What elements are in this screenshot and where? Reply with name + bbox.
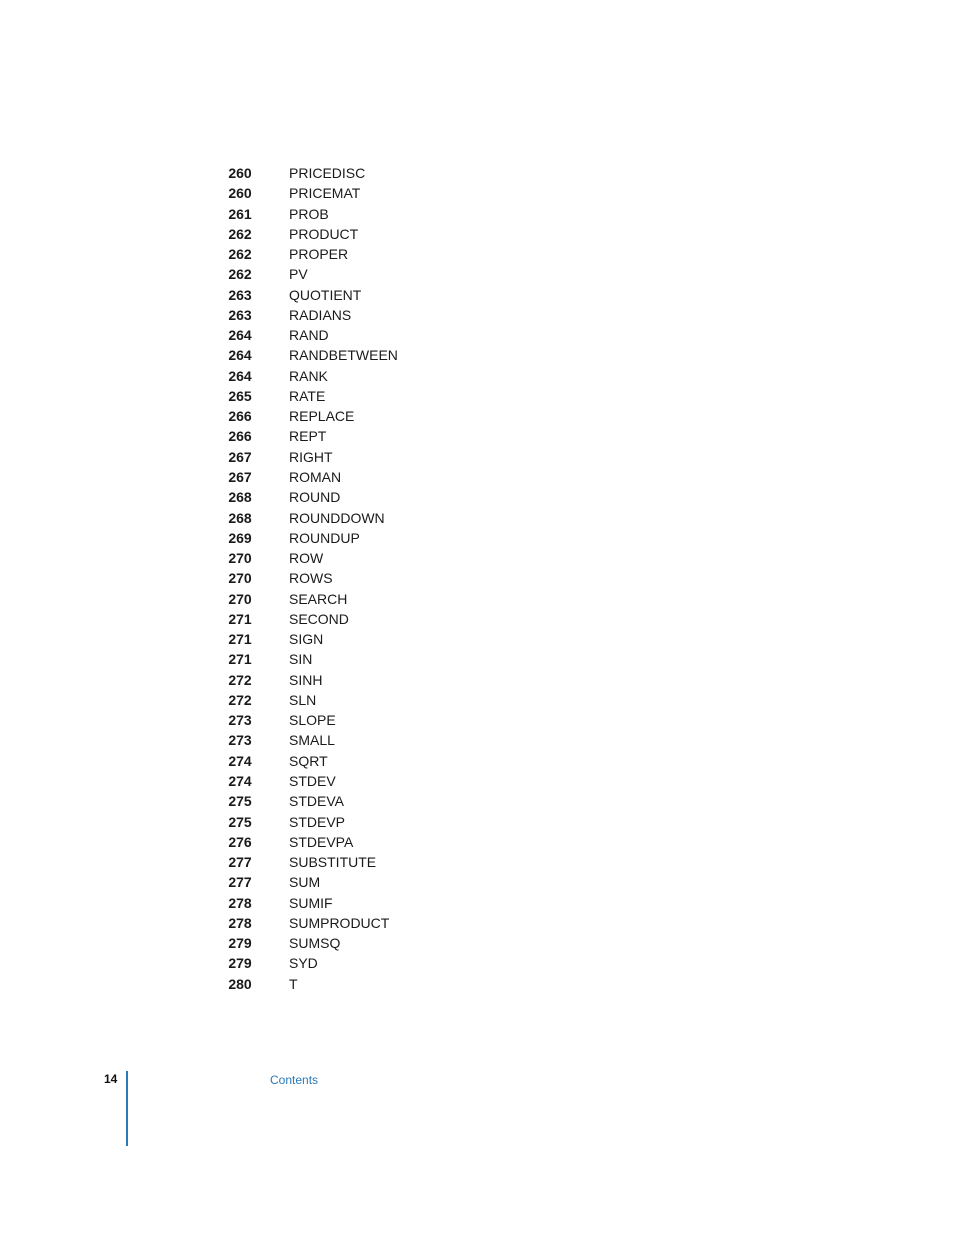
toc-entry-page-number: 267 xyxy=(228,468,252,485)
toc-entry-page-number: 275 xyxy=(228,813,252,830)
toc-entry-title: STDEVP xyxy=(289,813,346,830)
toc-entry[interactable] xyxy=(222,832,482,852)
toc-entry-page-number: 277 xyxy=(228,854,252,871)
toc-entry-title: SUBSTITUTE xyxy=(289,854,377,871)
toc-entry-title: ROUNDDOWN xyxy=(289,509,385,526)
toc-entry-page-number: 278 xyxy=(228,914,252,931)
toc-entry-page-number: 261 xyxy=(228,205,252,222)
toc-entry[interactable] xyxy=(222,690,482,710)
toc-entry-page-number: 263 xyxy=(228,286,252,303)
toc-entry[interactable] xyxy=(222,548,482,568)
toc-entry[interactable] xyxy=(222,791,482,811)
toc-entry-title: SUMSQ xyxy=(289,935,341,952)
toc-entry-title: RAND xyxy=(289,327,329,344)
toc-entry[interactable] xyxy=(222,406,482,426)
toc-entry-title: RIGHT xyxy=(289,448,333,465)
toc-entry-title: RADIANS xyxy=(289,306,352,323)
toc-entry-page-number: 262 xyxy=(228,225,252,242)
toc-entry-page-number: 266 xyxy=(228,428,252,445)
toc-entry-page-number: 265 xyxy=(228,387,252,404)
toc-entry[interactable] xyxy=(222,305,482,325)
toc-entry[interactable] xyxy=(222,366,482,386)
toc-entry-title: ROUND xyxy=(289,489,341,506)
toc-entry-title: STDEVPA xyxy=(289,833,354,850)
toc-entry-title: ROMAN xyxy=(289,468,342,485)
toc-entry-title: STDEV xyxy=(289,772,336,789)
toc-entry[interactable] xyxy=(222,244,482,264)
toc-entry[interactable] xyxy=(222,852,482,872)
toc-entry-title: SEARCH xyxy=(289,590,348,607)
toc-entry[interactable] xyxy=(222,589,482,609)
toc-entry-title: PRICEDISC xyxy=(289,165,366,181)
toc-entry[interactable] xyxy=(222,812,482,832)
toc-entry-page-number: 268 xyxy=(228,489,252,506)
toc-entry-title: ROW xyxy=(289,550,324,567)
toc-entry-page-number: 267 xyxy=(228,448,252,465)
toc-entry-title: SLOPE xyxy=(289,712,336,729)
toc-entry[interactable] xyxy=(222,325,482,345)
toc-entry-page-number: 266 xyxy=(228,408,252,425)
toc-entry[interactable] xyxy=(222,508,482,528)
toc-entry[interactable] xyxy=(222,872,482,892)
toc-entry-page-number: 279 xyxy=(228,935,252,952)
toc-entry-page-number: 269 xyxy=(228,529,252,546)
toc-entry-title: SECOND xyxy=(289,610,349,627)
toc-entry[interactable] xyxy=(222,629,482,649)
toc-entry-page-number: 271 xyxy=(228,651,252,668)
toc-entry-page-number: 273 xyxy=(228,732,252,749)
toc-entry-title: RATE xyxy=(289,387,326,404)
toc-entry-page-number: 273 xyxy=(228,712,252,729)
toc-entry-title: SINH xyxy=(289,671,323,688)
toc-entry-page-number: 264 xyxy=(228,327,252,344)
toc-entry-page-number: 270 xyxy=(228,570,252,587)
toc-entry[interactable] xyxy=(222,649,482,669)
toc-entry[interactable] xyxy=(222,264,482,284)
table-of-contents-list xyxy=(222,163,482,994)
toc-entry[interactable] xyxy=(222,730,482,750)
toc-entry-title: REPT xyxy=(289,428,327,445)
toc-entry[interactable] xyxy=(222,568,482,588)
toc-entry[interactable] xyxy=(222,933,482,953)
toc-entry-title: REPLACE xyxy=(289,408,355,425)
toc-entry-title: ROUNDUP xyxy=(289,529,360,546)
toc-entry-page-number: 272 xyxy=(228,691,252,708)
toc-entry[interactable] xyxy=(222,447,482,467)
toc-entry-page-number: 262 xyxy=(228,266,252,283)
toc-entry-title: SQRT xyxy=(289,752,328,769)
toc-entry-page-number: 270 xyxy=(228,590,252,607)
toc-entry[interactable] xyxy=(222,183,482,203)
toc-entry-title: QUOTIENT xyxy=(289,286,362,303)
toc-entry-title: SUM xyxy=(289,874,321,891)
toc-entry[interactable] xyxy=(222,426,482,446)
toc-entry-title: PRODUCT xyxy=(289,225,359,242)
toc-entry-title: SIGN xyxy=(289,631,324,648)
toc-entry-title: SUMIF xyxy=(289,894,333,911)
toc-entry[interactable] xyxy=(222,204,482,224)
toc-entry[interactable] xyxy=(222,487,482,507)
toc-entry-title: SIN xyxy=(289,651,313,668)
toc-entry-title: ROWS xyxy=(289,570,333,587)
toc-entry[interactable] xyxy=(222,893,482,913)
toc-entry-page-number: 271 xyxy=(228,610,252,627)
footer-page-number: 14 xyxy=(104,1072,118,1086)
toc-entry-title: RANK xyxy=(289,367,328,384)
toc-entry-title: SUMPRODUCT xyxy=(289,914,390,931)
toc-entry[interactable] xyxy=(222,163,482,183)
toc-entry[interactable] xyxy=(222,670,482,690)
toc-entry-page-number: 264 xyxy=(228,347,252,364)
toc-entry[interactable] xyxy=(222,609,482,629)
toc-entry-title: SMALL xyxy=(289,732,335,749)
toc-entry-page-number: 277 xyxy=(228,874,252,891)
toc-entry[interactable] xyxy=(222,771,482,791)
toc-entry[interactable] xyxy=(222,386,482,406)
toc-entry-page-number: 279 xyxy=(228,955,252,972)
toc-entry-page-number: 272 xyxy=(228,671,252,688)
toc-entry-page-number: 276 xyxy=(228,833,252,850)
toc-entry-title: SLN xyxy=(289,691,317,708)
toc-entry-title: RANDBETWEEN xyxy=(289,347,398,364)
toc-entry-page-number: 274 xyxy=(228,752,252,769)
toc-entry-title: PV xyxy=(289,266,308,283)
toc-entry-title: T xyxy=(289,975,298,992)
toc-entry-page-number: 275 xyxy=(228,793,252,810)
footer-section-link[interactable]: Contents xyxy=(270,1073,319,1087)
toc-entry-page-number: 260 xyxy=(228,165,252,181)
toc-entry[interactable] xyxy=(222,285,482,305)
toc-entry-title: SYD xyxy=(289,955,318,972)
toc-entry[interactable] xyxy=(222,913,482,933)
toc-entry[interactable] xyxy=(222,467,482,487)
toc-entry-page-number: 268 xyxy=(228,509,252,526)
toc-entry-title: PRICEMAT xyxy=(289,185,361,202)
toc-entry-page-number: 270 xyxy=(228,550,252,567)
toc-entry-page-number: 264 xyxy=(228,367,252,384)
toc-entry[interactable] xyxy=(222,710,482,730)
toc-entry-page-number: 278 xyxy=(228,894,252,911)
toc-entry[interactable] xyxy=(222,345,482,365)
toc-entry-page-number: 260 xyxy=(228,185,252,202)
toc-entry[interactable] xyxy=(222,224,482,244)
toc-entry-page-number: 280 xyxy=(228,975,252,992)
toc-entry-page-number: 271 xyxy=(228,631,252,648)
footer-divider-rule xyxy=(126,1071,128,1146)
toc-entry-title: PROB xyxy=(289,205,329,222)
toc-entry[interactable] xyxy=(222,528,482,548)
toc-entry[interactable] xyxy=(222,751,482,771)
toc-entry[interactable] xyxy=(222,974,482,994)
toc-entry-title: PROPER xyxy=(289,246,349,263)
toc-entry-title: STDEVA xyxy=(289,793,344,810)
toc-entry[interactable] xyxy=(222,953,482,973)
toc-entry-page-number: 263 xyxy=(228,306,252,323)
toc-entry-page-number: 274 xyxy=(228,772,252,789)
toc-entry-page-number: 262 xyxy=(228,246,252,263)
